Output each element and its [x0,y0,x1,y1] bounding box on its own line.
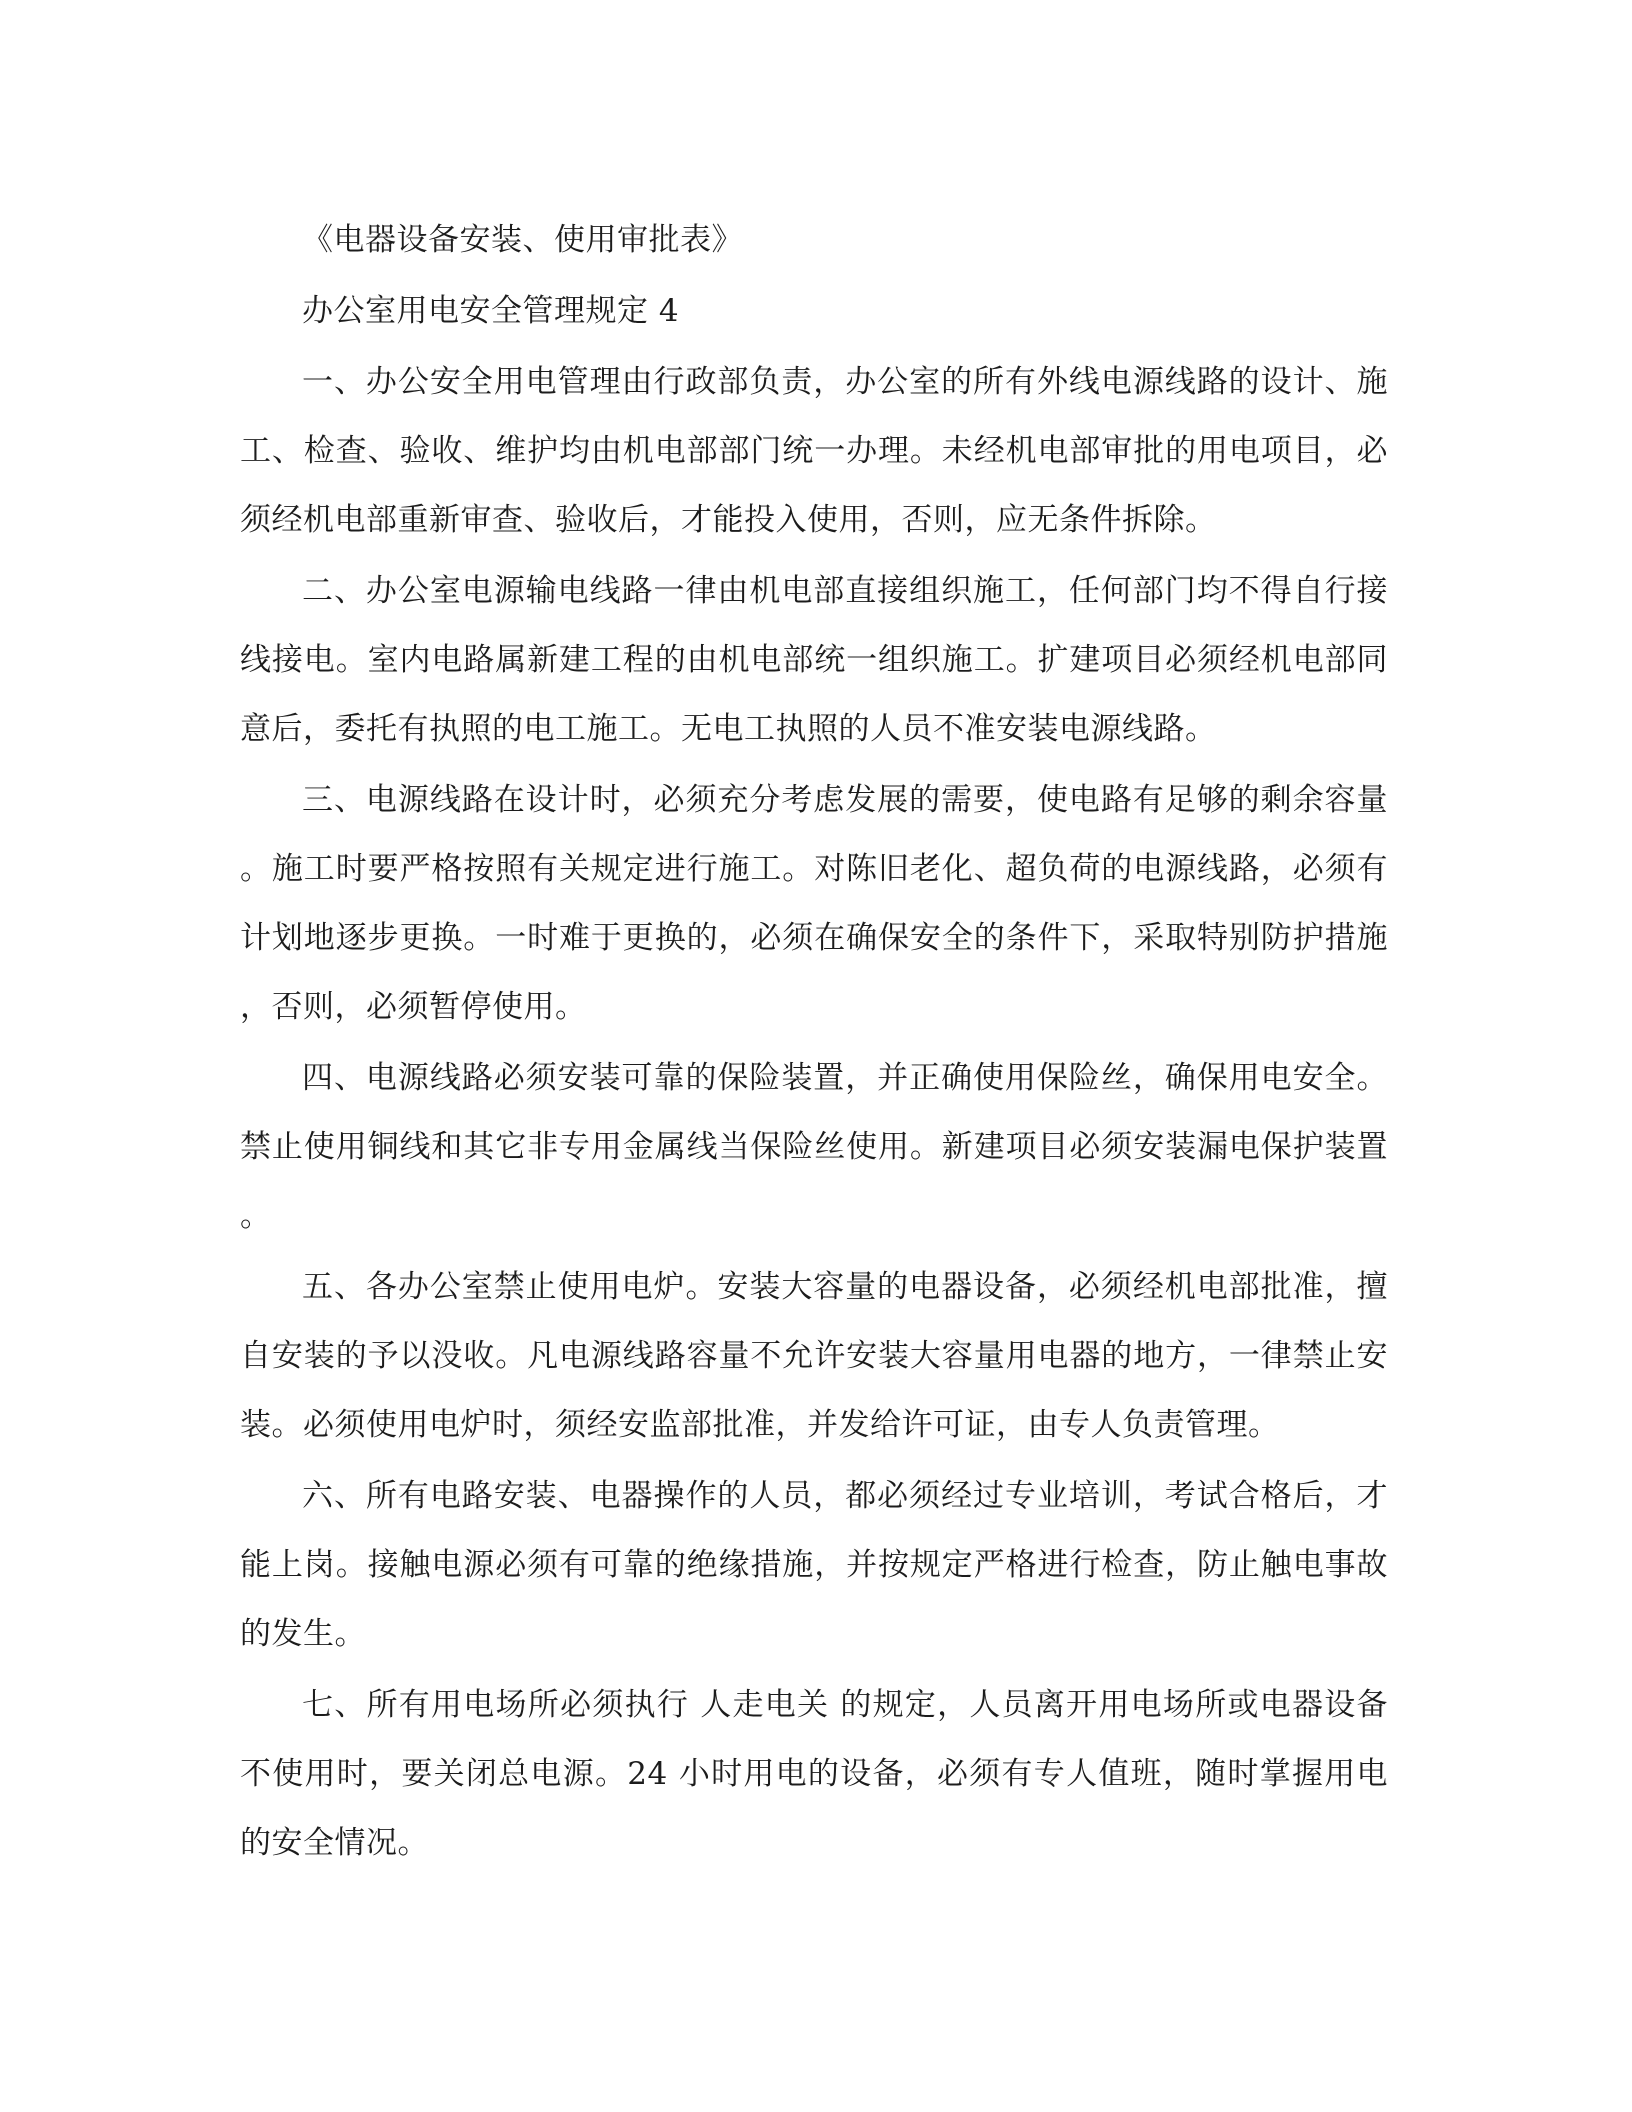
paragraph-5: 五、各办公室禁止使用电炉。安装大容量的电器设备，必须经机电部批准，擅自安装的予以没收。凡电源线路容量不允许安装大容量用电器的地方，一律禁止安装。必须使用电炉时，须经安监部批准，并发给许可证，由专人负责管理。 [240,1269,1388,1443]
paragraph-2: 二、办公室电源输电线路一律由机电部直接组织施工，任何部门均不得自行接线接电。室内电路属新建工程的由机电部统一组织施工。扩建项目必须经机电部同意后，委托有执照的电工施工。无电工执照的人员不准安装电源线路。 [240,573,1388,747]
document-body [240,206,1388,1878]
form-title: 《电器设备安装、使用审批表》 [302,222,743,258]
regulation-title: 办公室用电安全管理规定 4 [302,293,680,329]
paragraph-6: 六、所有电路安装、电器操作的人员，都必须经过专业培训，考试合格后，才能上岗。接触电源必须有可靠的绝缘措施，并按规定严格进行检查，防止触电事故的发生。 [240,1478,1388,1652]
paragraph-3: 三、电源线路在设计时，必须充分考虑发展的需要，使电路有足够的剩余容量。施工时要严格按照有关规定进行施工。对陈旧老化、超负荷的电源线路，必须有计划地逐步更换。一时难于更换的，必须在确保安全的条件下，采取特别防护措施，否则，必须暂停使用。 [240,782,1388,1025]
paragraph-7: 七、所有用电场所必须执行 人走电关 的规定，人员离开用电场所或电器设备不使用时，要关闭总电源。24 小时用电的设备，必须有专人值班，随时掌握用电的安全情况。 [240,1687,1388,1861]
paragraph-1: 一、办公安全用电管理由行政部负责，办公室的所有外线电源线路的设计、施工、检查、验收、维护均由机电部部门统一办理。未经机电部审批的用电项目，必须经机电部重新审查、验收后，才能投入使用，否则，应无条件拆除。 [240,364,1388,538]
paragraph-4: 四、电源线路必须安装可靠的保险装置，并正确使用保险丝，确保用电安全。禁止使用铜线和其它非专用金属线当保险丝使用。新建项目必须安装漏电保护装置。 [240,1060,1388,1234]
